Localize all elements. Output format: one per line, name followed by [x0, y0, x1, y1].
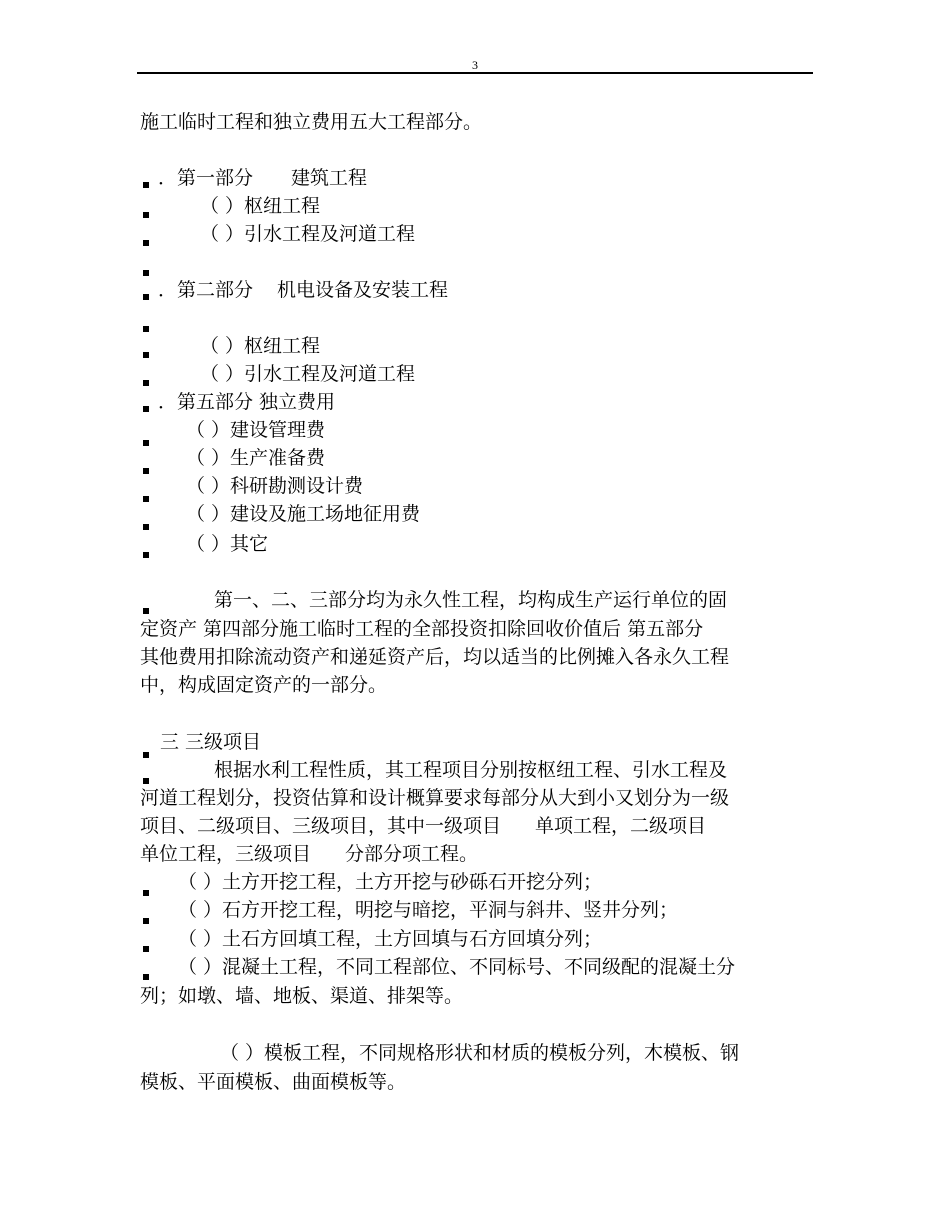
item-formwork-line-2: 模板、平面模板、曲面模板等。 [140, 1071, 407, 1093]
bullet-marker [143, 380, 149, 386]
para2-line-4-b: 分部分项工程。 [345, 843, 479, 865]
para1-line-2: 定资产 第四部分施工临时工程的全部投资扣除回收价值后 第五部分 [140, 618, 704, 640]
item-earthwork: （ ）土方开挖工程，土方开挖与砂砾石开挖分列； [178, 871, 603, 893]
para1-line-1: 第一、二、三部分均为永久性工程，均构成生产运行单位的固 [214, 589, 728, 611]
part5-title: ．第五部分 独立费用 [158, 391, 336, 413]
bullet-marker [143, 352, 149, 358]
part5-item-5: （ ）其它 [186, 533, 269, 555]
intro-tail-line: 施工临时工程和独立费用五大工程部分。 [140, 111, 483, 133]
bullet-marker [143, 524, 149, 530]
para2-line-3-b: 单项工程，二级项目 [535, 815, 707, 837]
bullet-marker [143, 752, 149, 758]
part5-item-4: （ ）建设及施工场地征用费 [186, 503, 421, 525]
page-number: 3 [472, 58, 478, 72]
part1-title [158, 166, 367, 190]
part1-item-2: （ ）引水工程及河道工程 [200, 223, 416, 245]
bullet-marker [143, 240, 149, 246]
part2-title-label: ．第二部分 [158, 279, 254, 301]
para2-line-1: 根据水利工程性质，其工程项目分别按枢纽工程、引水工程及 [214, 759, 728, 781]
bullet-marker [143, 406, 149, 412]
section3-title: 三 三级项目 [160, 731, 262, 753]
part5-item-2: （ ）生产准备费 [186, 447, 326, 469]
para2-line-4 [140, 842, 478, 866]
part5-item-3: （ ）科研勘测设计费 [186, 475, 364, 497]
bullet-marker [143, 890, 149, 896]
item-concrete-line-1: （ ）混凝土工程，不同工程部位、不同标号、不同级配的混凝土分 [178, 956, 736, 978]
part2-item-1: （ ）枢纽工程 [200, 335, 321, 357]
bullet-marker [143, 182, 149, 188]
bullet-marker [143, 552, 149, 558]
bullet-marker [143, 440, 149, 446]
header-rule [137, 72, 813, 74]
bullet-marker [143, 270, 149, 276]
bullet-marker [143, 974, 149, 980]
bullet-marker [143, 326, 149, 332]
part5-item-1: （ ）建设管理费 [186, 419, 326, 441]
para1-line-3: 其他费用扣除流动资产和递延资产后，均以适当的比例摊入各永久工程 [140, 646, 730, 668]
para1-line-4: 中，构成固定资产的一部分。 [140, 674, 388, 696]
part1-title-label: ．第一部分 [158, 167, 254, 189]
part1-item-1: （ ）枢纽工程 [200, 195, 321, 217]
item-concrete-line-2: 列；如墩、墙、地板、渠道、排架等。 [140, 985, 464, 1007]
item-formwork-line-1: （ ）模板工程，不同规格形状和材质的模板分列，木模板、钢 [220, 1042, 740, 1064]
para2-line-4-a: 单位工程，三级项目 [140, 843, 312, 865]
bullet-marker [143, 468, 149, 474]
part2-title-name: 机电设备及安装工程 [277, 279, 449, 301]
item-rockwork: （ ）石方开挖工程，明挖与暗挖，平洞与斜井、竖井分列； [178, 899, 679, 921]
para2-line-2: 河道工程划分，投资估算和设计概算要求每部分从大到小又划分为一级 [140, 787, 730, 809]
bullet-marker [143, 608, 149, 614]
bullet-marker [143, 294, 149, 300]
bullet-marker [143, 212, 149, 218]
bullet-marker [143, 918, 149, 924]
bullet-marker [143, 496, 149, 502]
part1-title-name: 建筑工程 [291, 167, 368, 189]
item-backfill: （ ）土石方回填工程，土方回填与石方回填分列； [178, 928, 603, 950]
para2-line-3-a: 项目、二级项目、三级项目，其中一级项目 [140, 815, 502, 837]
part2-title [158, 278, 448, 302]
para2-line-3 [140, 814, 706, 838]
bullet-marker [143, 778, 149, 784]
part2-item-2: （ ）引水工程及河道工程 [200, 363, 416, 385]
bullet-marker [143, 946, 149, 952]
